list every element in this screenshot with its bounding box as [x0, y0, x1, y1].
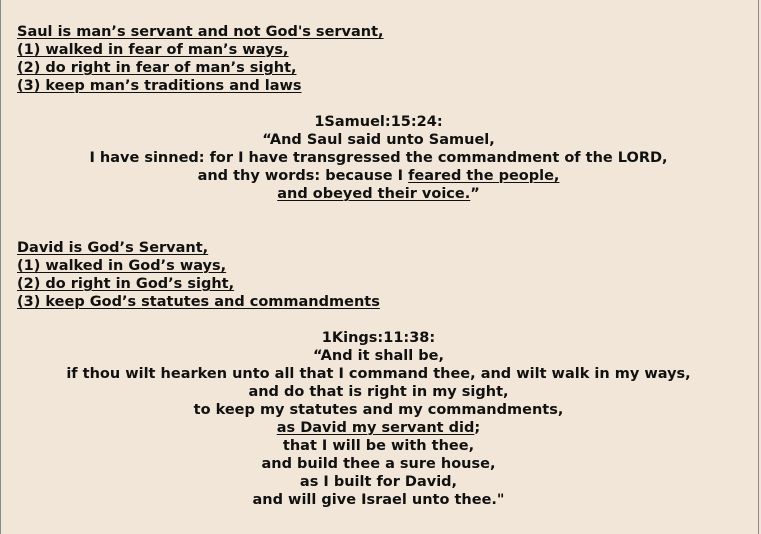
samuel-line-2: I have sinned: for I have transgressed the commandment of the LORD,	[89, 150, 668, 166]
samuel-line-4	[0, 185, 757, 203]
kings-line-5	[0, 419, 757, 437]
david-point-1: (1) walked in God’s ways,	[17, 258, 227, 274]
david-point-2: (2) do right in God’s sight,	[17, 276, 235, 292]
samuel-line-3-underlined: feared the people,	[408, 168, 560, 184]
kings-line-4: to keep my statutes and my commandments,	[193, 402, 564, 418]
kings-line-5-suffix: ;	[474, 420, 481, 436]
saul-heading: Saul is man’s servant and not God's servant,	[17, 24, 384, 40]
samuel-line-3	[0, 167, 757, 185]
samuel-line-4-suffix: ”	[470, 186, 480, 202]
samuel-line-4-underlined: and obeyed their voice.	[277, 186, 471, 202]
kings-line-6: that I will be with thee,	[282, 438, 475, 454]
kings-line-1: “And it shall be,	[312, 348, 445, 364]
kings-line-3: and do that is right in my sight,	[248, 384, 509, 400]
david-point-3: (3) keep God’s statutes and commandments	[17, 294, 380, 310]
kings-line-5-underlined: as David my servant did	[276, 420, 475, 436]
samuel-reference: 1Samuel:15:24:	[314, 114, 443, 130]
saul-point-1: (1) walked in fear of man’s ways,	[17, 42, 289, 58]
david-heading: David is God’s Servant,	[17, 240, 209, 256]
samuel-line-1: “And Saul said unto Samuel,	[262, 132, 495, 148]
kings-line-9: and will give Israel unto thee."	[252, 492, 505, 508]
samuel-line-3-prefix: and thy words: because I	[197, 168, 409, 184]
saul-point-3: (3) keep man’s traditions and laws	[17, 78, 302, 94]
kings-line-7: and build thee a sure house,	[261, 456, 496, 472]
saul-point-2: (2) do right in fear of man’s sight,	[17, 60, 297, 76]
kings-line-8: as I built for David,	[299, 474, 458, 490]
kings-line-2: if thou wilt hearken unto all that I command thee, and wilt walk in my ways,	[66, 366, 691, 382]
kings-reference: 1Kings:11:38:	[321, 330, 436, 346]
